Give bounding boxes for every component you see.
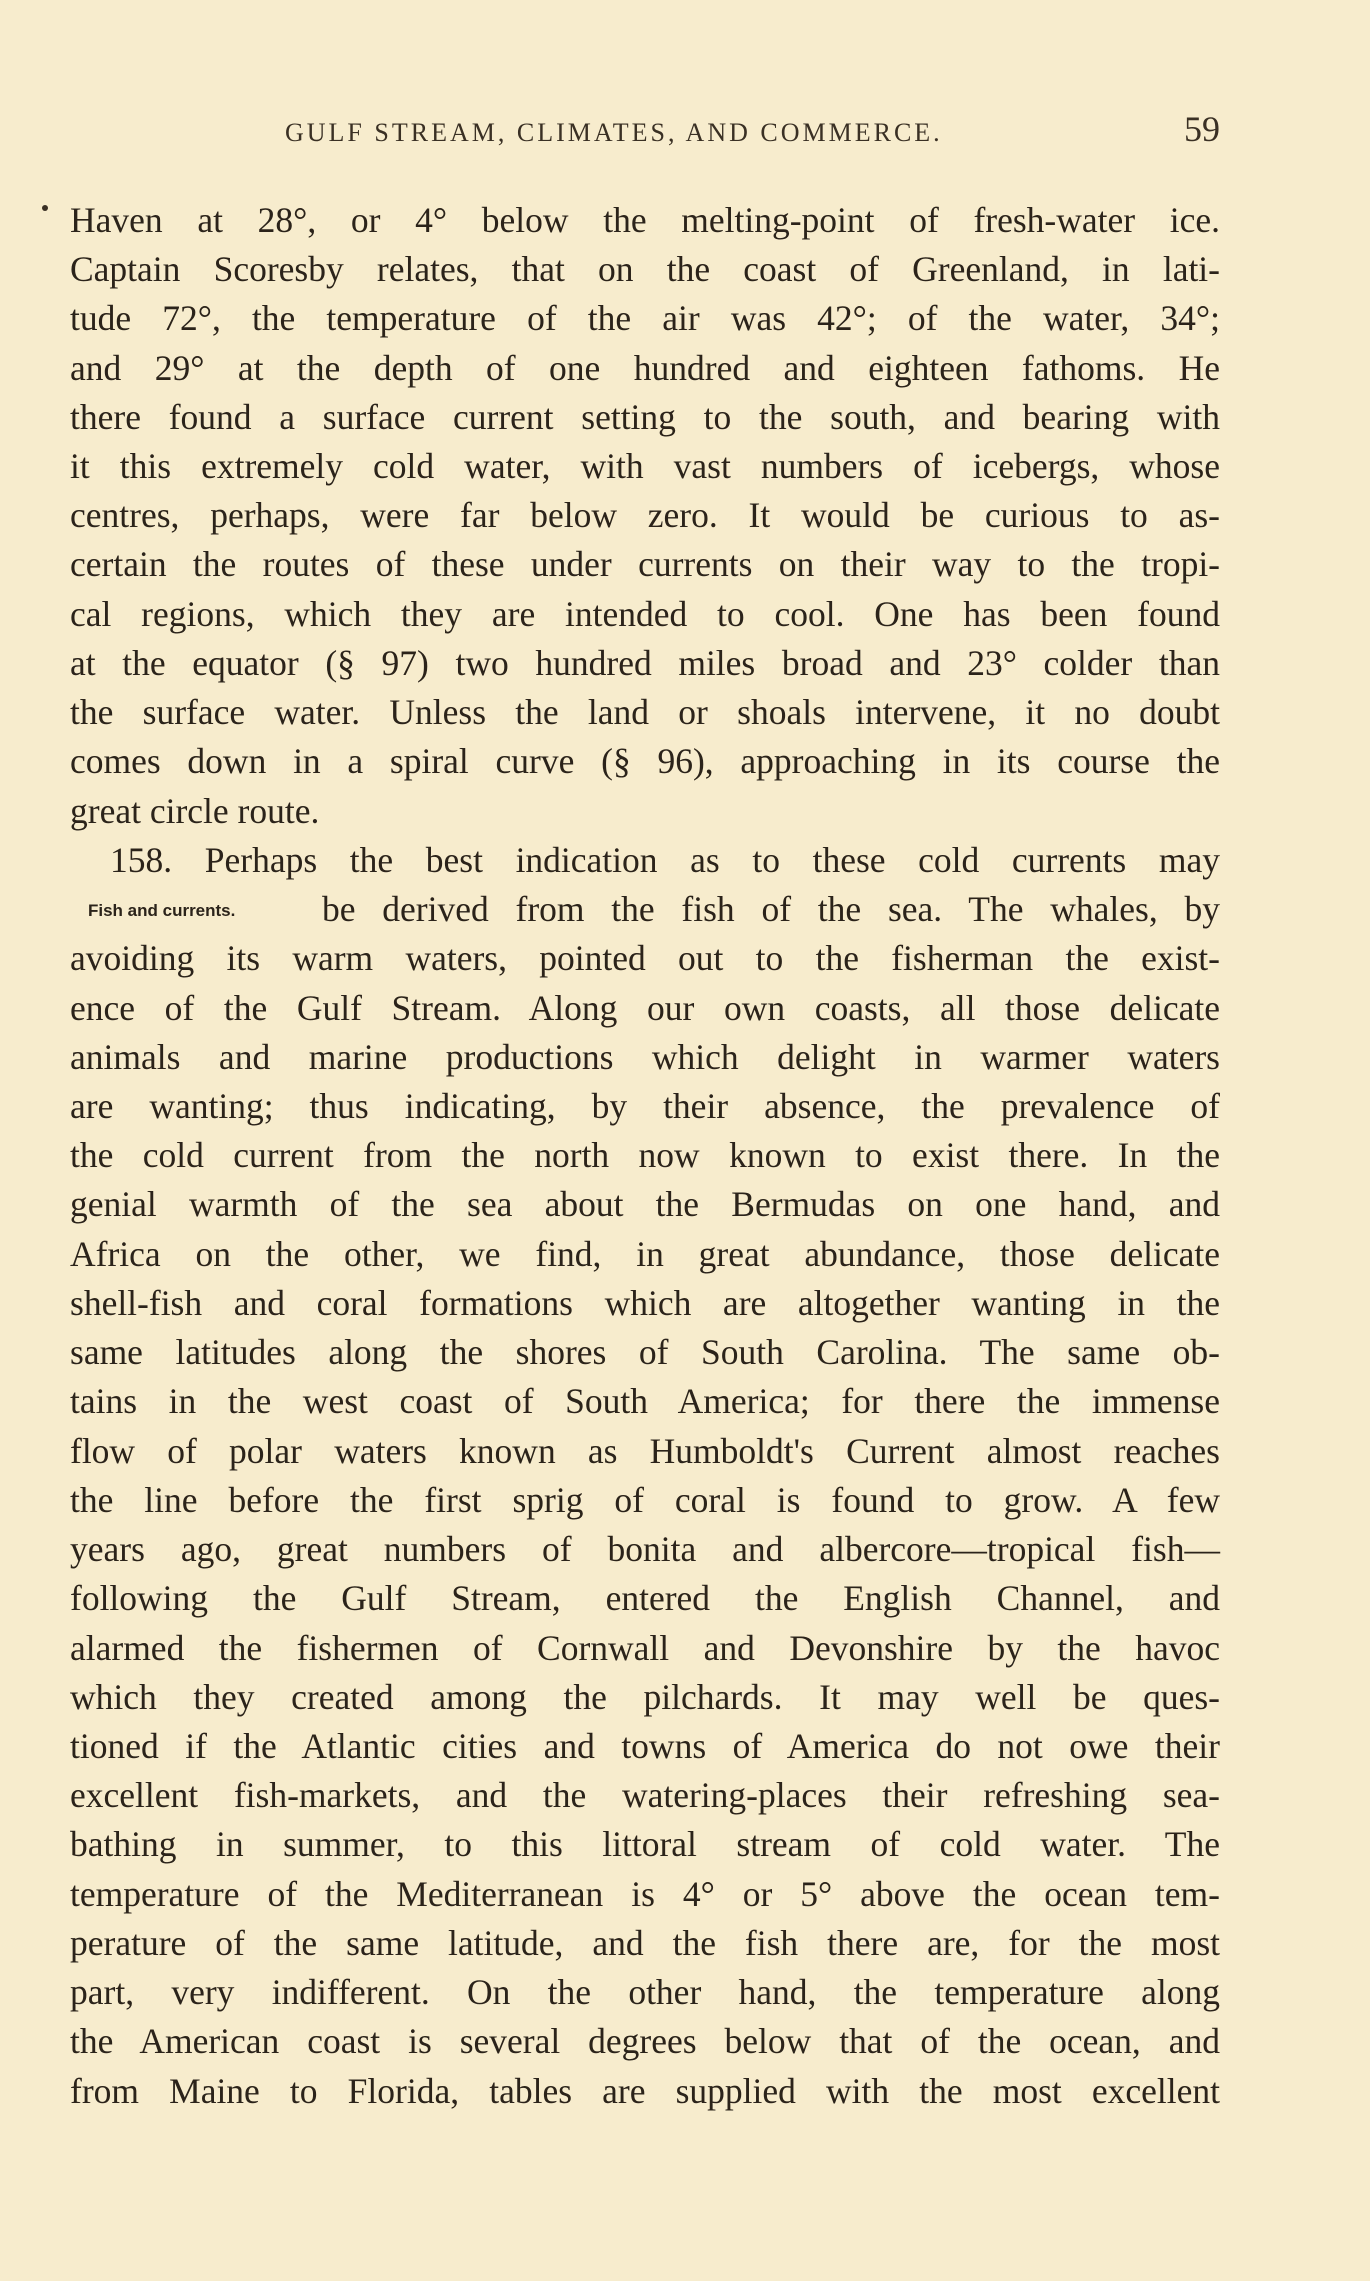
text-line: Captain Scoresby relates, that on the coast of Greenland, in lati- [70,249,1220,289]
text-line: ence of the Gulf Stream. Along our own coasts, all those delicate [70,988,1220,1028]
text-line: tude 72°, the temperature of the air was 42°; of the water, 34°; [70,298,1220,338]
text-line: perature of the same latitude, and the fish there are, for the most [70,1923,1220,1963]
text-line: temperature of the Mediterranean is 4° or 5° above the ocean tem- [70,1874,1220,1914]
text-line: the American coast is several degrees below that of the ocean, and [70,2021,1220,2061]
text-line: tioned if the Atlantic cities and towns of America do not owe their [70,1726,1220,1766]
margin-mark [42,205,48,211]
text-line: avoiding its warm waters, pointed out to the fisherman the exist- [70,938,1220,978]
text-line: it this extremely cold water, with vast numbers of icebergs, whose [70,446,1220,486]
text-line: animals and marine productions which delight in warmer waters [70,1037,1220,1077]
page-number: 59 [1184,109,1220,149]
text-line: cal regions, which they are intended to cool. One has been found [70,594,1220,634]
margin-sidenote: Fish and currents. [88,901,236,920]
text-line: which they created among the pilchards. It may well be ques- [70,1677,1220,1717]
text-line: same latitudes along the shores of South Carolina. The same ob- [70,1332,1220,1372]
text-line: are wanting; thus indicating, by their absence, the prevalence of [70,1086,1220,1126]
text-line: comes down in a spiral curve (§ 96), approaching in its course the [70,741,1220,781]
running-head: GULF STREAM, CLIMATES, AND COMMERCE. [285,118,943,147]
text-line: tains in the west coast of South America; for there the immense [70,1381,1220,1421]
text-line: Africa on the other, we find, in great abundance, those delicate [70,1234,1220,1274]
text-line: at the equator (§ 97) two hundred miles broad and 23° colder than [70,643,1220,683]
text-line: be derived from the fish of the sea. The whales, by [322,889,1220,929]
text-line: following the Gulf Stream, entered the English Channel, and [70,1578,1220,1618]
text-line: the line before the first sprig of coral is found to grow. A few [70,1480,1220,1520]
text-line: certain the routes of these under currents on their way to the tropi- [70,544,1220,584]
text-line: great circle route. [70,791,320,831]
text-line: flow of polar waters known as Humboldt's Current almost reaches [70,1431,1220,1471]
paragraph-start-158: 158. Perhaps the best indication as to these cold currents may [110,840,1220,880]
text-line: and 29° at the depth of one hundred and eighteen fathoms. He [70,348,1220,388]
text-line: part, very indifferent. On the other hand, the temperature along [70,1972,1220,2012]
text-line: from Maine to Florida, tables are supplied with the most excellent [70,2071,1220,2111]
text-line: the surface water. Unless the land or shoals intervene, it no doubt [70,692,1220,732]
text-line: bathing in summer, to this littoral stream of cold water. The [70,1824,1220,1864]
text-line: excellent fish-markets, and the watering-places their refreshing sea- [70,1775,1220,1815]
text-line: Haven at 28°, or 4° below the melting-point of fresh-water ice. [70,200,1220,240]
text-line: shell-fish and coral formations which are altogether wanting in the [70,1283,1220,1323]
text-line: centres, perhaps, were far below zero. It would be curious to as- [70,495,1220,535]
text-line: the cold current from the north now known to exist there. In the [70,1135,1220,1175]
text-line: alarmed the fishermen of Cornwall and Devonshire by the havoc [70,1628,1220,1668]
text-line: there found a surface current setting to the south, and bearing with [70,397,1220,437]
text-line: years ago, great numbers of bonita and albercore—tropical fish— [70,1529,1220,1569]
text-line: genial warmth of the sea about the Bermudas on one hand, and [70,1184,1220,1224]
